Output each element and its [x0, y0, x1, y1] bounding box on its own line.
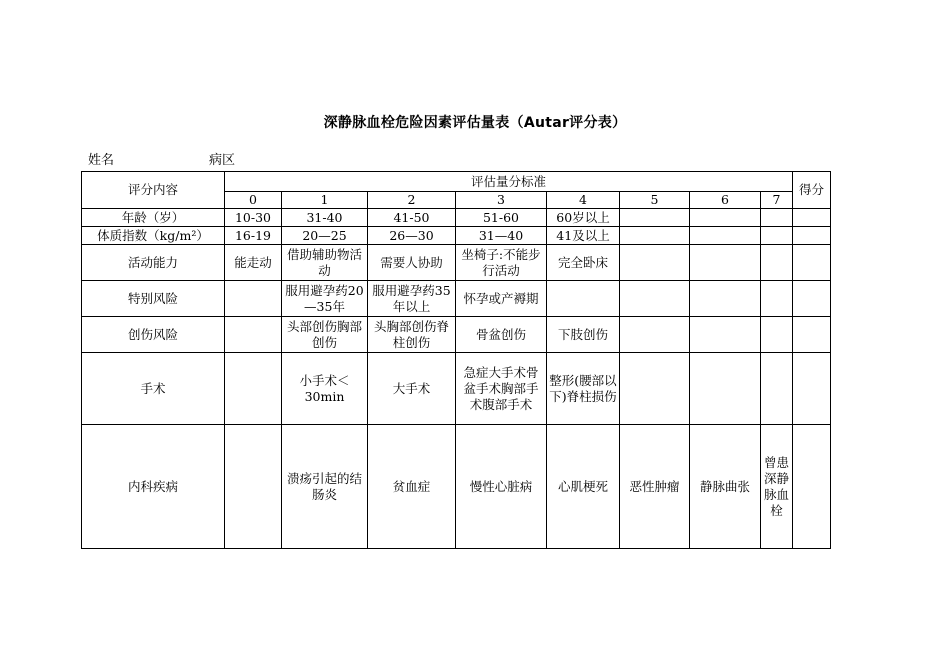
- cell: [620, 227, 690, 245]
- table-row: [82, 245, 831, 281]
- cell: [690, 353, 761, 425]
- autar-score-table: [81, 171, 831, 549]
- cell: 31-40: [282, 209, 368, 227]
- level-1: 1: [282, 192, 368, 209]
- cell: [761, 317, 793, 353]
- cell: [761, 227, 793, 245]
- score-cell[interactable]: [793, 353, 831, 425]
- cell: 51-60: [456, 209, 547, 227]
- cell: [225, 281, 282, 317]
- cell: 60岁以上: [547, 209, 620, 227]
- cell: [620, 209, 690, 227]
- cell: 下肢创伤: [547, 317, 620, 353]
- cell: [225, 353, 282, 425]
- cell: 16-19: [225, 227, 282, 245]
- row-label: 创伤风险: [82, 317, 225, 353]
- score-cell[interactable]: [793, 245, 831, 281]
- level-2: 2: [368, 192, 456, 209]
- level-5: 5: [620, 192, 690, 209]
- cell: [547, 281, 620, 317]
- cell: [620, 353, 690, 425]
- cell: 心肌梗死: [547, 425, 620, 549]
- cell: [225, 425, 282, 549]
- row-label: 手术: [82, 353, 225, 425]
- row-label: 特别风险: [82, 281, 225, 317]
- level-3: 3: [456, 192, 547, 209]
- cell: 慢性心脏病: [456, 425, 547, 549]
- table-row: [82, 209, 831, 227]
- level-4: 4: [547, 192, 620, 209]
- cell: 服用避孕药20—35年: [282, 281, 368, 317]
- table-row: [82, 353, 831, 425]
- cell: 需要人协助: [368, 245, 456, 281]
- cell: 头胸部创伤脊柱创伤: [368, 317, 456, 353]
- cell: 骨盆创伤: [456, 317, 547, 353]
- cell: 借助辅助物活动: [282, 245, 368, 281]
- cell: 服用避孕药35年以上: [368, 281, 456, 317]
- cell: [690, 317, 761, 353]
- cell: [761, 281, 793, 317]
- cell: 溃疡引起的结肠炎: [282, 425, 368, 549]
- cell: 10-30: [225, 209, 282, 227]
- ward-label: 病区: [209, 153, 236, 168]
- row-label: 活动能力: [82, 245, 225, 281]
- score-cell[interactable]: [793, 209, 831, 227]
- name-label: 姓名: [88, 153, 115, 168]
- cell: 20—25: [282, 227, 368, 245]
- table-row: [82, 281, 831, 317]
- cell: 头部创伤胸部创伤: [282, 317, 368, 353]
- row-label: 内科疾病: [82, 425, 225, 549]
- cell: [620, 317, 690, 353]
- cell: 能走动: [225, 245, 282, 281]
- cell: 41-50: [368, 209, 456, 227]
- table-row: [82, 317, 831, 353]
- cell: 怀孕或产褥期: [456, 281, 547, 317]
- cell: 急症大手术骨盆手术胸部手术腹部手术: [456, 353, 547, 425]
- row-label: 体质指数（kg/m²）: [82, 227, 225, 245]
- cell: [225, 317, 282, 353]
- cell: [620, 281, 690, 317]
- standard-header: 评估量分标准: [225, 172, 793, 192]
- cell: [761, 245, 793, 281]
- score-cell[interactable]: [793, 425, 831, 549]
- cell: 完全卧床: [547, 245, 620, 281]
- cell: [690, 209, 761, 227]
- cell: [761, 353, 793, 425]
- cell: 小手术＜30min: [282, 353, 368, 425]
- item-header: 评分内容: [82, 172, 225, 209]
- row-label: 年龄（岁）: [82, 209, 225, 227]
- cell: 恶性肿瘤: [620, 425, 690, 549]
- cell: [690, 245, 761, 281]
- score-header-label: 得分: [799, 182, 825, 197]
- level-6: 6: [690, 192, 761, 209]
- score-cell[interactable]: [793, 227, 831, 245]
- cell: 贫血症: [368, 425, 456, 549]
- cell: [690, 281, 761, 317]
- cell: 坐椅子:不能步行活动: [456, 245, 547, 281]
- cell: [761, 209, 793, 227]
- table-row: [82, 227, 831, 245]
- score-cell[interactable]: [793, 281, 831, 317]
- table-row: [82, 425, 831, 549]
- cell: 31—40: [456, 227, 547, 245]
- cell: 26—30: [368, 227, 456, 245]
- cell: [620, 245, 690, 281]
- cell: 41及以上: [547, 227, 620, 245]
- document-title: 深静脉血栓危险因素评估量表（Autar评分表）: [323, 115, 627, 131]
- level-0: 0: [225, 192, 282, 209]
- cell: 整形(腰部以下)脊柱损伤: [547, 353, 620, 425]
- cell: [690, 227, 761, 245]
- score-header: [793, 172, 831, 209]
- cell: 静脉曲张: [690, 425, 761, 549]
- score-cell[interactable]: [793, 317, 831, 353]
- cell: 大手术: [368, 353, 456, 425]
- level-7: 7: [761, 192, 793, 209]
- cell: 曾患深静脉血栓: [761, 425, 793, 549]
